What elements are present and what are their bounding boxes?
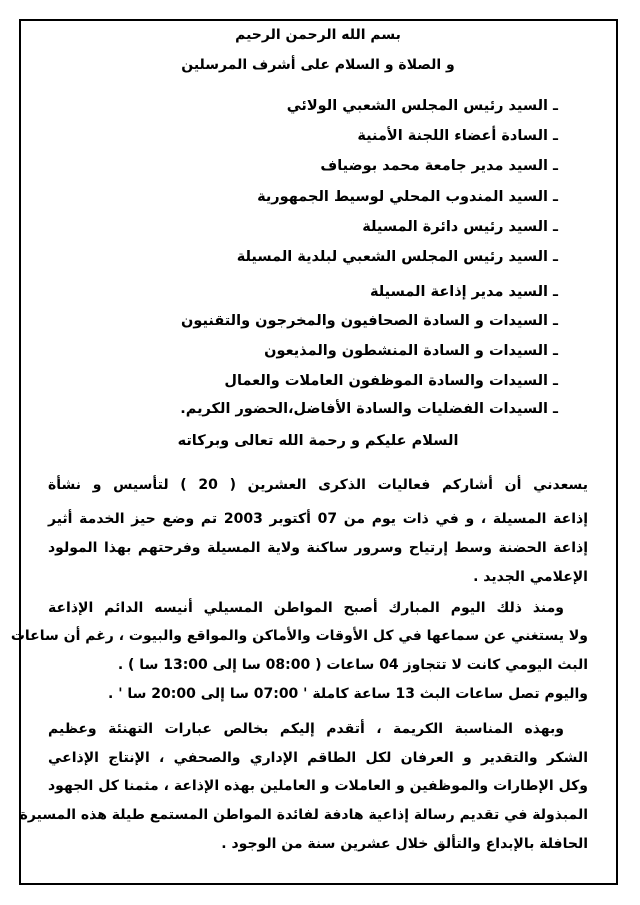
body-line: المبذولة في تقديم رسالة إذاعية هادفة لفائدة المواطن المستمع طيلة هذه المسيرة xyxy=(19,807,588,823)
body-line: الحافلة بالإبداع والتألق خلال عشرين سنة من الوجود . xyxy=(221,836,588,852)
body-line: يسعدني أن أشاركم فعاليات الذكرى العشرين ( 20 ) لتأسيس و نشأة xyxy=(48,477,588,493)
body-line: ولا يستغني عن سماعها في كل الأوقات والأماكن والمواقع والبيوت ، رغم أن ساعات xyxy=(10,628,588,644)
body-line: إذاعة المسيلة ، و في ذات يوم من 07 أكتوبر 2003 تم وضع حيز الخدمة أثير xyxy=(48,511,588,527)
addressee-line: ـ السيد مدير جامعة محمد بوضياف xyxy=(320,158,558,174)
body-line: الإعلامي الجديد . xyxy=(473,569,588,585)
salutation-heading: و الصلاة و السلام على أشرف المرسلين xyxy=(181,57,455,73)
addressee-line: ـ السيدات و السادة الصحافيون والمخرجون والتقنيون xyxy=(181,313,558,329)
body-line: وكل الإطارات والموظفين و العاملات و العاملين بهذه الإذاعة ، مثمنا كل الجهود xyxy=(48,778,588,794)
basmala-heading: بسم الله الرحمن الرحيم xyxy=(235,27,401,43)
addressee-line: ـ السيد مدير إذاعة المسيلة xyxy=(369,284,558,300)
body-line: واليوم تصل ساعات البث 13 ساعة كاملة ' 07:00 سا إلى 20:00 سا ' . xyxy=(108,686,588,702)
addressee-line: ـ السيد رئيس المجلس الشعبي الولائي xyxy=(286,98,558,114)
greeting-line: السلام عليكم و رحمة الله تعالى وبركاته xyxy=(177,433,459,449)
addressee-line: ـ السيدات و السادة المنشطون والمذيعون xyxy=(264,343,558,359)
body-line: ومنذ ذلك اليوم المبارك أصبح المواطن المسيلي أنيسه الدائم الإذاعة xyxy=(48,600,564,616)
body-line: وبهذه المناسبة الكريمة ، أتقدم إليكم بخالص عبارات التهنئة وعظيم xyxy=(48,721,564,737)
addressee-line: ـ السادة أعضاء اللجنة الأمنية xyxy=(357,128,558,144)
addressee-line: ـ السيد رئيس المجلس الشعبي لبلدية المسيلة xyxy=(236,249,558,265)
body-line: البث اليومي كانت لا تتجاوز 04 ساعات ( 08:00 سا إلى 13:00 سا ) . xyxy=(117,657,588,673)
body-line: الشكر والتقدير و العرفان لكل الطاقم الإداري والصحفي ، الإنتاج الإذاعي xyxy=(48,750,588,766)
letter-document xyxy=(10,22,614,882)
body-line: إذاعة الحضنة وسط إرتياح وسرور ساكنة ولاية المسيلة وفرحتهم بهذا المولود xyxy=(48,540,588,556)
addressee-line: ـ السيدات والسادة الموظفون العاملات والعمال xyxy=(224,373,558,389)
addressee-line: ـ السيد رئيس دائرة المسيلة xyxy=(362,219,558,235)
addressee-line: ـ السيدات الفضليات والسادة الأفاضل،الحضور الكريم. xyxy=(180,401,558,417)
addressee-line: ـ السيد المندوب المحلي لوسيط الجمهورية xyxy=(257,189,558,205)
